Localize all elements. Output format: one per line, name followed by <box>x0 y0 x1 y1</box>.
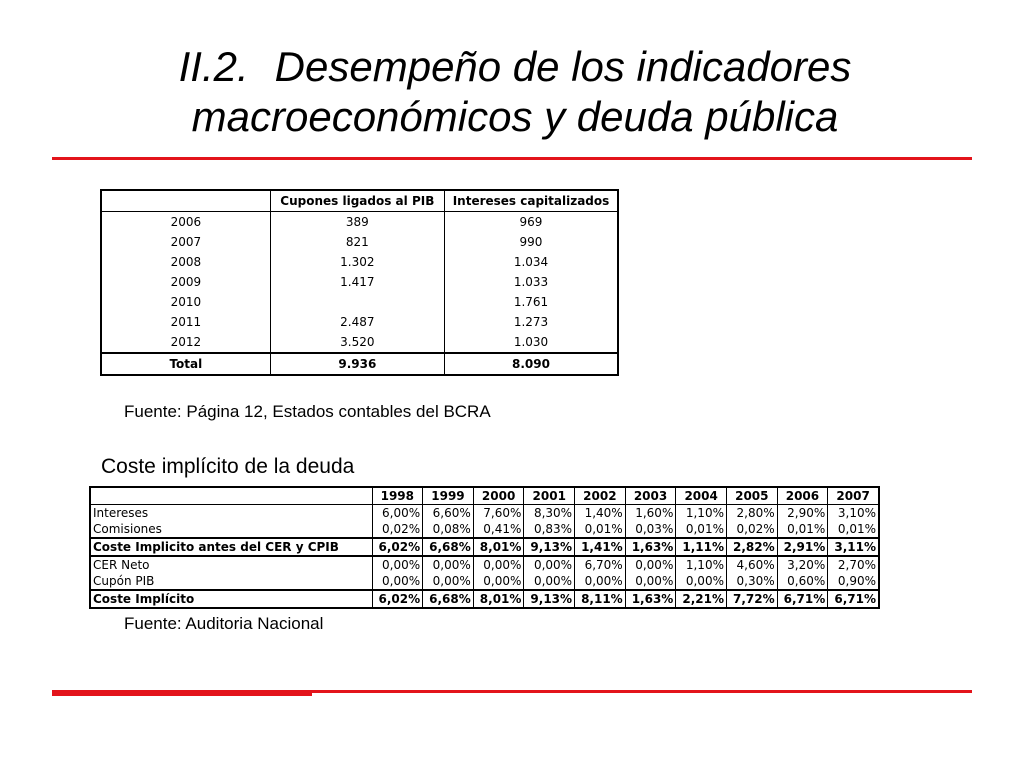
table2-header-cell: 2006 <box>777 487 828 505</box>
table1-header-cell: Cupones ligados al PIB <box>270 190 444 212</box>
table-cell: 1.761 <box>444 292 618 312</box>
table2-header-cell <box>90 487 372 505</box>
bottom-red-accent <box>52 690 312 696</box>
table-cell: 990 <box>444 232 618 252</box>
table2-header-cell: 2007 <box>828 487 879 505</box>
table-cell: 9,13% <box>524 590 575 608</box>
table-cell: 0,00% <box>473 556 524 573</box>
section-subheading: Coste implícito de la deuda <box>101 455 355 478</box>
table-cell: 2006 <box>101 212 270 233</box>
table-cell: 0,00% <box>676 573 727 590</box>
table-cell: 0,01% <box>777 521 828 538</box>
table-cell: 2011 <box>101 312 270 332</box>
title-number: II.2. <box>178 43 249 90</box>
table-cell: 4,60% <box>726 556 777 573</box>
table-cell: 821 <box>270 232 444 252</box>
table-cell: 2008 <box>101 252 270 272</box>
table-cell: 0,01% <box>828 521 879 538</box>
table-row <box>101 232 618 252</box>
row-label: Coste Implícito <box>90 590 372 608</box>
table-row <box>101 272 618 292</box>
table-cell: 6,68% <box>423 590 474 608</box>
table-cell: 2.487 <box>270 312 444 332</box>
row-label: Comisiones <box>90 521 372 538</box>
table-cell: 0,00% <box>625 556 676 573</box>
row-label: CER Neto <box>90 556 372 573</box>
title-text: Desempeño de los indicadores macroeconómicos y deuda pública <box>191 43 852 140</box>
table-cell: 1,10% <box>676 505 727 522</box>
table-cell: 7,72% <box>726 590 777 608</box>
table-cell: 2007 <box>101 232 270 252</box>
page-title <box>100 42 930 142</box>
table-cell: 0,02% <box>726 521 777 538</box>
table-cell: 2,21% <box>676 590 727 608</box>
table-cell: 8,30% <box>524 505 575 522</box>
table-row <box>101 312 618 332</box>
table-cell: 0,60% <box>777 573 828 590</box>
table2-header-cell: 2001 <box>524 487 575 505</box>
table-cell <box>270 292 444 312</box>
table-cell: 2012 <box>101 332 270 353</box>
coste-implicito-table <box>89 486 880 609</box>
table-cell: 6,02% <box>372 590 423 608</box>
table-cell: 2,90% <box>777 505 828 522</box>
table1-total-row <box>101 353 618 375</box>
table-cell: 8,01% <box>473 590 524 608</box>
table-row <box>90 556 879 573</box>
table-cell: 0,30% <box>726 573 777 590</box>
table-cell: 3.520 <box>270 332 444 353</box>
table-cell: 2010 <box>101 292 270 312</box>
source-note-bcra: Fuente: Página 12, Estados contables del BCRA <box>124 402 491 421</box>
table-cell: 2009 <box>101 272 270 292</box>
table2-header-cell: 2003 <box>625 487 676 505</box>
table-cell: 9,13% <box>524 538 575 556</box>
table-cell: 8,01% <box>473 538 524 556</box>
table-cell: Total <box>101 353 270 375</box>
cupones-intereses-table <box>100 189 619 376</box>
table-row <box>90 590 879 608</box>
table-cell: 0,03% <box>625 521 676 538</box>
table-cell: 1.417 <box>270 272 444 292</box>
table-cell: 0,00% <box>473 573 524 590</box>
table-cell: 1.034 <box>444 252 618 272</box>
table-cell: 6,71% <box>777 590 828 608</box>
table-cell: 8.090 <box>444 353 618 375</box>
table2-header-cell: 2005 <box>726 487 777 505</box>
table-cell: 6,68% <box>423 538 474 556</box>
table-cell: 6,02% <box>372 538 423 556</box>
row-label: Intereses <box>90 505 372 522</box>
table-row <box>90 538 879 556</box>
table-cell: 2,70% <box>828 556 879 573</box>
table-cell: 0,00% <box>423 556 474 573</box>
table-cell: 7,60% <box>473 505 524 522</box>
table-row <box>90 521 879 538</box>
table-row <box>101 292 618 312</box>
table-cell: 6,00% <box>372 505 423 522</box>
table-cell: 6,60% <box>423 505 474 522</box>
table1-header-cell: Intereses capitalizados <box>444 190 618 212</box>
table-cell: 3,10% <box>828 505 879 522</box>
table-cell: 1,11% <box>676 538 727 556</box>
table-cell: 0,00% <box>423 573 474 590</box>
table-cell: 1.030 <box>444 332 618 353</box>
table2-header-row <box>90 487 879 505</box>
source-note-auditoria: Fuente: Auditoria Nacional <box>124 614 324 633</box>
table-cell: 8,11% <box>575 590 626 608</box>
top-red-rule <box>52 157 972 160</box>
table-cell: 6,71% <box>828 590 879 608</box>
table2-header-cell: 2002 <box>575 487 626 505</box>
table2-header-cell: 1998 <box>372 487 423 505</box>
table-cell: 0,83% <box>524 521 575 538</box>
table-cell: 1.033 <box>444 272 618 292</box>
table-cell: 389 <box>270 212 444 233</box>
table-row <box>101 332 618 353</box>
table-cell: 0,00% <box>372 556 423 573</box>
table-cell: 1.273 <box>444 312 618 332</box>
table-cell: 0,02% <box>372 521 423 538</box>
table-cell: 1.302 <box>270 252 444 272</box>
table-cell: 0,01% <box>575 521 626 538</box>
table-cell: 1,60% <box>625 505 676 522</box>
table-cell: 3,11% <box>828 538 879 556</box>
table-cell: 1,41% <box>575 538 626 556</box>
table-cell: 0,00% <box>625 573 676 590</box>
table-cell: 0,41% <box>473 521 524 538</box>
table2-header-cell: 2004 <box>676 487 727 505</box>
table-row <box>101 252 618 272</box>
table-cell: 1,63% <box>625 590 676 608</box>
table-row <box>90 573 879 590</box>
table-cell: 9.936 <box>270 353 444 375</box>
table-cell: 0,01% <box>676 521 727 538</box>
table-cell: 0,08% <box>423 521 474 538</box>
table-row <box>101 212 618 233</box>
table-cell: 1,63% <box>625 538 676 556</box>
table2-header-cell: 1999 <box>423 487 474 505</box>
row-label: Cupón PIB <box>90 573 372 590</box>
table-cell: 2,82% <box>726 538 777 556</box>
table-cell: 3,20% <box>777 556 828 573</box>
table-cell: 0,90% <box>828 573 879 590</box>
table-cell: 2,91% <box>777 538 828 556</box>
table-cell: 1,40% <box>575 505 626 522</box>
table-cell: 6,70% <box>575 556 626 573</box>
table-cell: 0,00% <box>575 573 626 590</box>
table-cell: 0,00% <box>524 573 575 590</box>
table-cell: 969 <box>444 212 618 233</box>
row-label: Coste Implicito antes del CER y CPIB <box>90 538 372 556</box>
table-cell: 0,00% <box>524 556 575 573</box>
table-cell: 2,80% <box>726 505 777 522</box>
table2-header-cell: 2000 <box>473 487 524 505</box>
table1-header-cell <box>101 190 270 212</box>
table1-header-row <box>101 190 618 212</box>
table-row <box>90 505 879 522</box>
table-cell: 0,00% <box>372 573 423 590</box>
table-cell: 1,10% <box>676 556 727 573</box>
